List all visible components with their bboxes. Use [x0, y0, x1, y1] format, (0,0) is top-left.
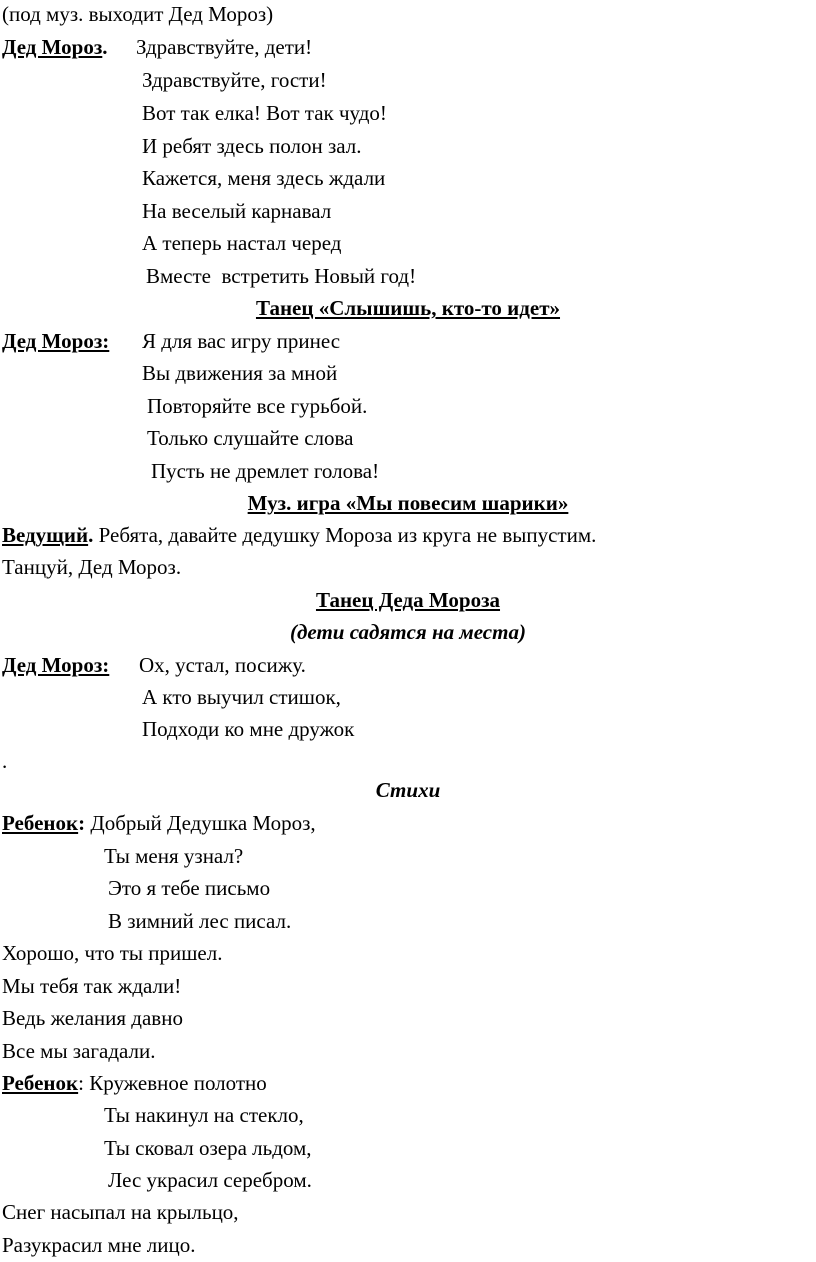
speaker-line — [2, 807, 316, 840]
verse-line: Ох, устал, посижу. — [139, 653, 306, 677]
verse-line: Вы движения за мной — [142, 361, 338, 385]
verse-line: Ты накинул на стекло, — [104, 1103, 304, 1127]
verse-line: Ты сковал озера льдом, — [104, 1136, 312, 1160]
verse-line: Кружевное полотно — [89, 1071, 267, 1095]
verse-line: А кто выучил стишок, — [142, 685, 341, 709]
verse-line: Подходи ко мне дружок — [142, 717, 355, 741]
verse-line: Повторяйте все гурьбой. — [147, 394, 368, 418]
verse-line: На веселый карнавал — [142, 199, 332, 223]
speaker-name: Ведущий — [2, 523, 89, 547]
verse-line: Кажется, меня здесь ждали — [142, 166, 386, 190]
stray-dot: . — [2, 749, 8, 773]
speaker-name: Дед Мороз: — [2, 653, 110, 677]
verse-line: Это я тебе письмо — [108, 876, 271, 900]
verse-line: И ребят здесь полон зал. — [142, 134, 362, 158]
verse-line: Ведь желания давно — [2, 1006, 183, 1030]
speaker-line — [2, 1067, 267, 1100]
section-heading: Танец Деда Мороза — [315, 588, 501, 612]
verse-line: Разукрасил мне лицо. — [2, 1233, 196, 1257]
verse-line: Хорошо, что ты пришел. — [2, 941, 223, 965]
section-heading: Танец «Слышишь, кто-то идет» — [255, 296, 561, 320]
prose-line: Ребята, давайте дедушку Мороза из круга не выпустим. — [98, 523, 597, 547]
speaker-line — [2, 519, 596, 552]
verse-line: В зимний лес писал. — [108, 909, 292, 933]
verse-line: Все мы загадали. — [2, 1039, 156, 1063]
verse-line: Вместе встретить Новый год! — [146, 264, 417, 288]
verse-line: А теперь настал черед — [142, 231, 342, 255]
verse-line: Только слушайте слова — [147, 426, 354, 450]
speaker-suffix: : — [78, 811, 86, 835]
speaker-line — [2, 31, 108, 64]
speaker-name: Дед Мороз — [2, 35, 103, 59]
speaker-suffix: . — [102, 35, 108, 59]
prose-line: Танцуй, Дед Мороз. — [2, 555, 182, 579]
speaker-suffix: . — [88, 523, 94, 547]
verse-line: Пусть не дремлет голова! — [151, 459, 380, 483]
verse-line: Мы тебя так ждали! — [2, 974, 182, 998]
verse-line: Здравствуйте, гости! — [142, 68, 327, 92]
verse-line: Лес украсил серебром. — [108, 1168, 312, 1192]
section-heading: Муз. игра «Мы повесим шарики» — [247, 491, 569, 515]
verse-line: Ты меня узнал? — [104, 844, 244, 868]
speaker-name: Ребенок — [2, 1071, 79, 1095]
stage-direction: (дети садятся на места) — [290, 620, 526, 644]
verse-line: Снег насыпал на крыльцо, — [2, 1200, 239, 1224]
stage-direction: (под муз. выходит Дед Мороз) — [2, 2, 274, 26]
section-heading: Стихи — [375, 778, 441, 802]
speaker-name: Ребенок — [2, 811, 79, 835]
speaker-suffix: : — [78, 1071, 84, 1095]
verse-line: Добрый Дедушка Мороз, — [90, 811, 316, 835]
speaker-name: Дед Мороз: — [2, 329, 110, 353]
verse-line: Я для вас игру принес — [142, 329, 341, 353]
verse-line: Здравствуйте, дети! — [136, 35, 313, 59]
verse-line: Вот так елка! Вот так чудо! — [142, 101, 387, 125]
